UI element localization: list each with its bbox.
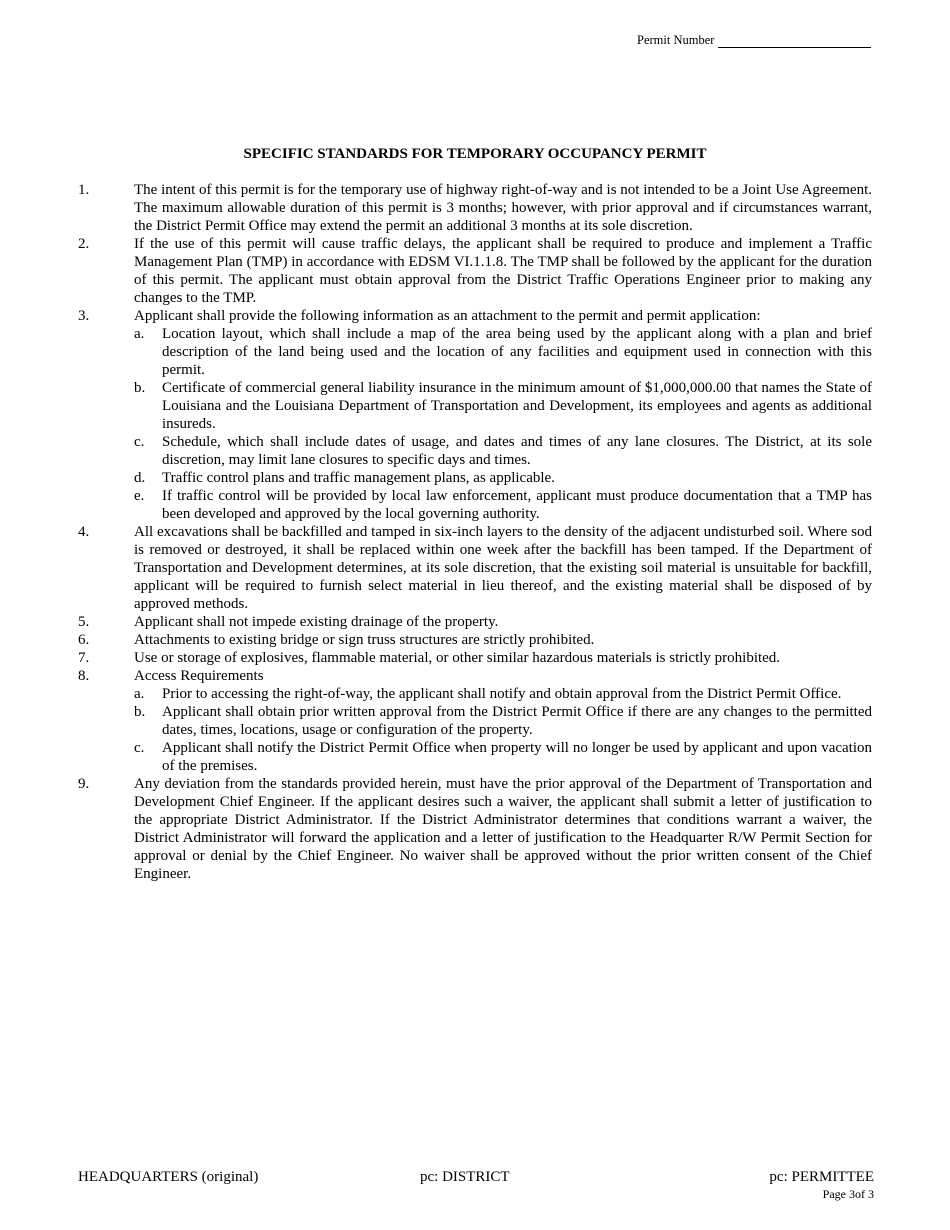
list-item xyxy=(78,649,872,667)
sub-item-letter: c. xyxy=(134,740,145,756)
sub-item xyxy=(134,325,872,379)
item-text: Applicant shall provide the following information as an attachment to the permit and permit application: xyxy=(134,308,761,324)
item-text: Use or storage of explosives, flammable material, or other similar hazardous materials is strictly prohibited. xyxy=(134,650,781,666)
list-item xyxy=(78,775,872,883)
sub-item xyxy=(134,487,872,523)
item-text: If the use of this permit will cause traffic delays, the applicant shall be required to produce and implement a Traffic Management Plan (TMP) in accordance with EDSM VI.1.1.8. The TMP shall be followed by the applicant for the duration of this permit. The applicant must obtain approval from the District Traffic Operations Engineer prior to making any changes to the TMP. xyxy=(134,236,872,306)
item-text: The intent of this permit is for the temporary use of highway right-of-way and is not intended to be a Joint Use Agreement. The maximum allowable duration of this permit is 3 months; however, with prior approval and if circumstances warrant, the District Permit Office may extend the permit an additional 3 months at its sole discretion. xyxy=(134,182,872,234)
standards-list xyxy=(78,181,872,883)
sub-item-letter: e. xyxy=(134,488,145,504)
footer-copy-headquarters: HEADQUARTERS (original) xyxy=(78,1169,259,1185)
page-number: Page 3of 3 xyxy=(822,1187,874,1201)
sub-item-letter: c. xyxy=(134,434,145,450)
list-item xyxy=(78,667,872,775)
permit-number-label: Permit Number xyxy=(637,33,715,47)
sub-item-text: Traffic control plans and traffic management plans, as applicable. xyxy=(162,470,555,486)
item-number: 9. xyxy=(78,776,90,792)
sub-item-text: Applicant shall notify the District Permit Office when property will no longer be used by applicant and upon vacation of the premises. xyxy=(162,740,872,774)
sub-item-text: Certificate of commercial general liability insurance in the minimum amount of $1,000,000.00 that names the State of Louisiana and the Louisiana Department of Transportation and Development, its employees and agents as additional insureds. xyxy=(162,380,872,432)
sub-item xyxy=(134,739,872,775)
list-item xyxy=(78,631,872,649)
sub-item-letter: b. xyxy=(134,704,146,720)
sub-item-letter: a. xyxy=(134,326,145,342)
footer-copy-district: pc: DISTRICT xyxy=(420,1169,510,1185)
sub-item-letter: b. xyxy=(134,380,146,396)
list-item xyxy=(78,613,872,631)
item-number: 2. xyxy=(78,236,90,252)
list-item xyxy=(78,235,872,307)
item-text: Attachments to existing bridge or sign truss structures are strictly prohibited. xyxy=(134,632,595,648)
sub-item-text: Applicant shall obtain prior written approval from the District Permit Office if there are any changes to the permitted dates, times, locations, usage or configuration of the property. xyxy=(162,704,872,738)
sub-item-text: Schedule, which shall include dates of usage, and dates and times of any lane closures. The District, at its sole discretion, may limit lane closures to specific days and times. xyxy=(162,434,872,468)
item-number: 8. xyxy=(78,668,90,684)
sub-item-text: Prior to accessing the right-of-way, the applicant shall notify and obtain approval from the District Permit Office. xyxy=(162,686,842,702)
sub-item xyxy=(134,379,872,433)
list-item xyxy=(78,523,872,613)
item-number: 3. xyxy=(78,308,90,324)
list-item xyxy=(78,181,872,235)
sub-item xyxy=(134,469,872,487)
permit-number-line xyxy=(718,34,871,48)
permit-number-field xyxy=(637,33,871,48)
sub-item-text: If traffic control will be provided by local law enforcement, applicant must produce documentation that a TMP has been developed and approved by the local governing authority. xyxy=(162,488,872,522)
sub-item xyxy=(134,685,872,703)
item-text: Applicant shall not impede existing drainage of the property. xyxy=(134,614,499,630)
footer-copy-permittee: pc: PERMITTEE xyxy=(769,1169,874,1185)
sub-item-letter: d. xyxy=(134,470,146,486)
item-number: 6. xyxy=(78,632,90,648)
item-number: 5. xyxy=(78,614,90,630)
sub-item xyxy=(134,433,872,469)
item-text: Any deviation from the standards provided herein, must have the prior approval of the Department of Transportation and Development Chief Engineer. If the applicant desires such a waiver, the applicant shall submit a letter of justification to the appropriate District Administrator. If the District Administrator determines that conditions warrant a waiver, the District Administrator will forward the application and a letter of justification to the Headquarter R/W Permit Section for approval or denial by the Chief Engineer. No waiver shall be approved without the prior written consent of the Chief Engineer. xyxy=(134,776,872,882)
item-number: 1. xyxy=(78,182,90,198)
sub-item-text: Location layout, which shall include a map of the area being used by the applicant along with a plan and brief description of the land being used and the location of any facilities and equipment used in connection with this permit. xyxy=(162,326,872,378)
sub-item xyxy=(134,703,872,739)
item-number: 7. xyxy=(78,650,90,666)
item-text: Access Requirements xyxy=(134,668,264,684)
sub-item-letter: a. xyxy=(134,686,145,702)
page-title: SPECIFIC STANDARDS FOR TEMPORARY OCCUPANCY PERMIT xyxy=(243,146,707,162)
item-number: 4. xyxy=(78,524,90,540)
list-item xyxy=(78,307,872,523)
item-text: All excavations shall be backfilled and tamped in six-inch layers to the density of the adjacent undisturbed soil. Where sod is removed or destroyed, it shall be replaced within one week after the backfill has been tamped. If the Department of Transportation and Development determines, at its sole discretion, that the existing soil material is unsuitable for backfill, applicant will be required to furnish select material in lieu thereof, and the existing material shall be disposed of by approved methods. xyxy=(134,524,872,612)
